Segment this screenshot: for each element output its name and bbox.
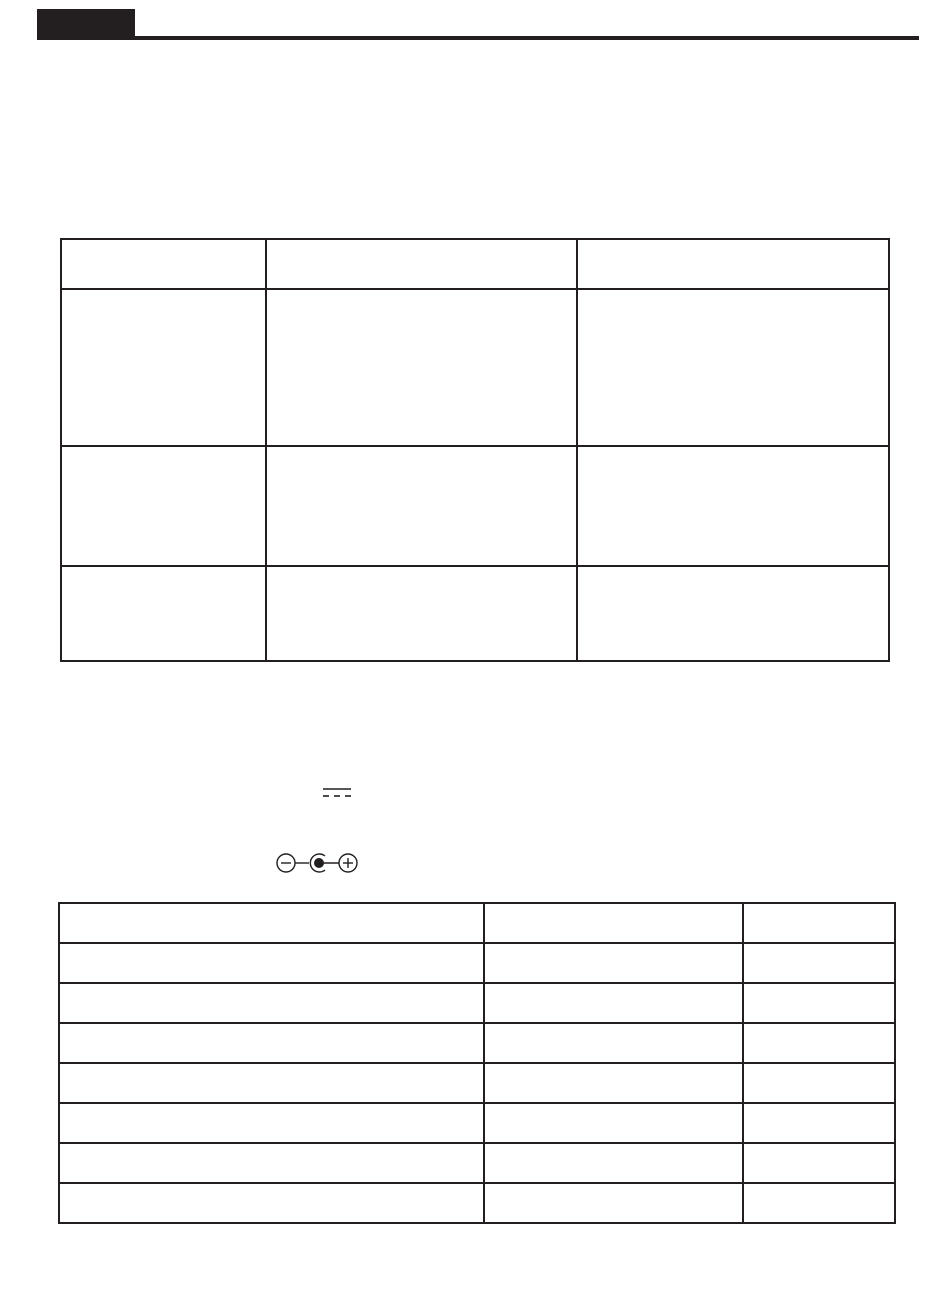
table-row: [61, 239, 889, 289]
table-cell: [484, 1023, 743, 1063]
table-cell: [484, 1063, 743, 1103]
table-cell: [484, 1183, 743, 1223]
table-cell: [743, 1023, 895, 1063]
table-cell: [266, 446, 577, 566]
table-row: [59, 983, 895, 1023]
table-row: [59, 943, 895, 983]
top-table: [60, 238, 890, 662]
table-cell: [743, 903, 895, 943]
table-cell: [61, 239, 266, 289]
table-cell: [577, 289, 889, 446]
table-cell: [743, 943, 895, 983]
table-cell: [484, 1143, 743, 1183]
direct-current-icon: [322, 787, 352, 799]
table-cell: [59, 1183, 484, 1223]
table-cell: [59, 943, 484, 983]
table-cell: [59, 903, 484, 943]
table-cell: [266, 289, 577, 446]
table-cell: [59, 1023, 484, 1063]
table-row: [61, 446, 889, 566]
table-row: [59, 1103, 895, 1143]
table-cell: [59, 983, 484, 1023]
header-tab: [37, 9, 135, 39]
bottom-table: [58, 902, 896, 1224]
table-cell: [743, 983, 895, 1023]
table-cell: [59, 1143, 484, 1183]
table-cell: [61, 566, 266, 661]
table-cell: [484, 1103, 743, 1143]
table-cell: [743, 1143, 895, 1183]
table-row: [59, 1023, 895, 1063]
table-row: [59, 1143, 895, 1183]
center-positive-polarity-icon: [276, 851, 360, 875]
table-row: [61, 566, 889, 661]
table-cell: [61, 446, 266, 566]
table-cell: [743, 1063, 895, 1103]
header-rule: [37, 36, 919, 40]
table-cell: [577, 446, 889, 566]
table-cell: [59, 1103, 484, 1143]
table-cell: [59, 1063, 484, 1103]
table-cell: [484, 943, 743, 983]
table-row: [59, 1063, 895, 1103]
table-cell: [484, 983, 743, 1023]
table-cell: [266, 566, 577, 661]
table-cell: [484, 903, 743, 943]
table-cell: [743, 1183, 895, 1223]
table-row: [59, 1183, 895, 1223]
table-row: [61, 289, 889, 446]
table-cell: [266, 239, 577, 289]
table-cell: [61, 289, 266, 446]
table-cell: [743, 1103, 895, 1143]
table-cell: [577, 566, 889, 661]
table-cell: [577, 239, 889, 289]
table-row: [59, 903, 895, 943]
